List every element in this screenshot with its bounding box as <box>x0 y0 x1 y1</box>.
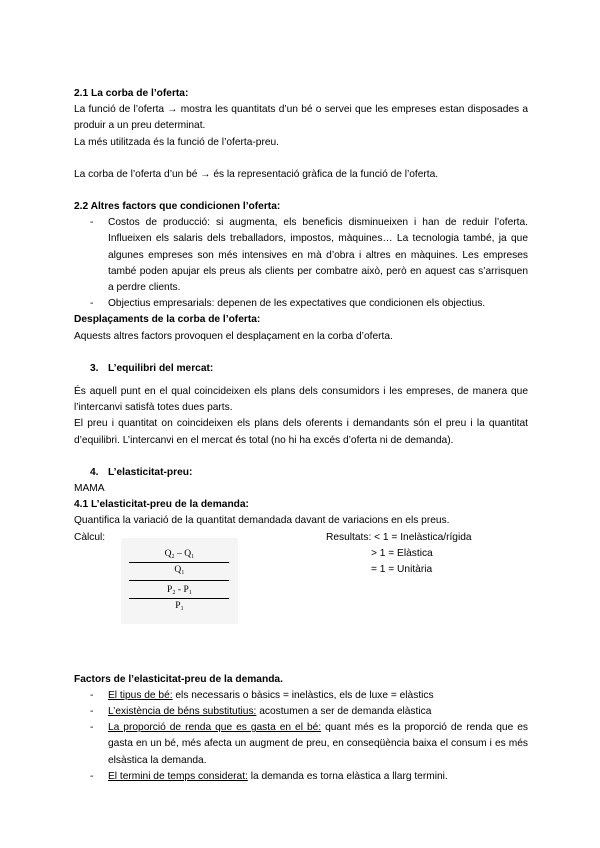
displacement-heading: Desplaçaments de la corba de l’oferta: <box>74 314 261 326</box>
factor-term: La proporció de renda que es gasta en el bé: <box>108 722 322 734</box>
factor-term: L’existència de béns substitutius: <box>108 706 257 718</box>
note-text: MAMA <box>74 483 105 495</box>
list-item: - La proporció de renda que es gasta en el bé: quant més es la proporció de renda que es gasta en un bé, més afecta un augment de preu, en conseqüència baixa el consum i es més elsàstica la demanda. <box>74 720 528 769</box>
section-2-1-heading: 2.1 La corba de l’oferta: <box>74 88 189 99</box>
formula-numerator: P₂ - P₁ <box>166 584 193 595</box>
section-number: 3. <box>90 362 99 374</box>
section-title: L’equilibri del mercat: <box>108 362 214 374</box>
fraction-line <box>129 562 229 563</box>
calc-label: Càlcul: <box>74 531 106 543</box>
list-item: - El tipus de bé: els necessaris o bàsics = inelàstics, els de luxe = elàstics <box>74 688 528 704</box>
section-2-2-heading: 2.2 Altres factors que condicionen l’oferta: <box>74 201 281 213</box>
paragraph: El preu i quantitat on coincideixen els plans dels oferents i demandants són el preu i la quantitat d’equilibri. L’intercanvi en el mercat és total (no hi ha excés d’oferta ni de demanda). <box>74 418 528 446</box>
fraction-line-main <box>129 580 229 581</box>
list-item: - El termini de temps considerat: la demanda es torna elàstica a llarg termini. <box>74 769 528 785</box>
section-4-heading <box>74 465 528 481</box>
document-page <box>74 86 528 785</box>
formula-denominator: Q₁ <box>174 564 185 575</box>
results-block <box>326 530 472 579</box>
section-4-1-heading: 4.1 L’elasticitat-preu de la demanda: <box>74 499 249 511</box>
factors-list <box>74 688 528 785</box>
fraction-line <box>129 598 229 599</box>
paragraph: La més utilitzada és la funció de l’oferta-preu. <box>74 136 279 148</box>
list-item: - L’existència de béns substitutius: acostumen a ser de demanda elàstica <box>74 704 528 720</box>
paragraph: És aquell punt en el qual coincideixen els plans dels consumidors i les empreses, de manera que l’intercanvi satisfà totes dues parts. <box>74 386 528 414</box>
formula-numerator: Q₂ – Q₁ <box>164 548 195 559</box>
elasticity-formula <box>121 538 238 624</box>
result-line: = 1 = Unitària <box>371 564 433 576</box>
factor-term: El termini de temps considerat: <box>108 770 248 782</box>
paragraph: La corba de l’oferta d’un bé → és la representació gràfica de la funció de l’oferta. <box>74 168 439 180</box>
formula-denominator: P₁ <box>175 600 184 611</box>
result-line: > 1 = Elàstica <box>371 547 433 559</box>
list-item: - Objectius empresarials: depenen de les expectatives que condicionen els objectius. <box>74 296 528 312</box>
section-title: L’elasticitat-preu: <box>108 466 193 478</box>
paragraph: La funció de l’oferta → mostra les quantitats d’un bé o servei que les empreses estan disposades a produir a un preu determinat. <box>74 104 528 132</box>
factors-heading: Factors de l’elasticitat-preu de la demanda. <box>74 673 283 685</box>
paragraph: Quantifica la variació de la quantitat demandada davant de variacions en els preus. <box>74 515 450 527</box>
factor-term: El tipus de bé: <box>108 689 173 701</box>
calculation-block <box>74 530 528 622</box>
section-3-heading <box>74 361 528 377</box>
paragraph: Aquests altres factors provoquen el desplaçament en la corba d’oferta. <box>74 330 393 342</box>
bullet-list <box>74 215 528 312</box>
results-label: Resultats: <box>326 531 372 543</box>
section-number: 4. <box>90 466 99 478</box>
list-item: - Costos de producció: si augmenta, els beneficis disminueixen i han de reduir l’oferta. Influeixen els salaris dels treballadors, impostos, màquines… La tecnologia també, ja que algunes empreses son més intensives en mà d’obra i altres en màquines. Les empreses també poden apujar els preus als clients per combatre això, però en aquest cas s’arrisquen a perdre clients. <box>74 215 528 296</box>
result-line: Resultats: < 1 = Inelàstica/rígida <box>326 531 472 543</box>
